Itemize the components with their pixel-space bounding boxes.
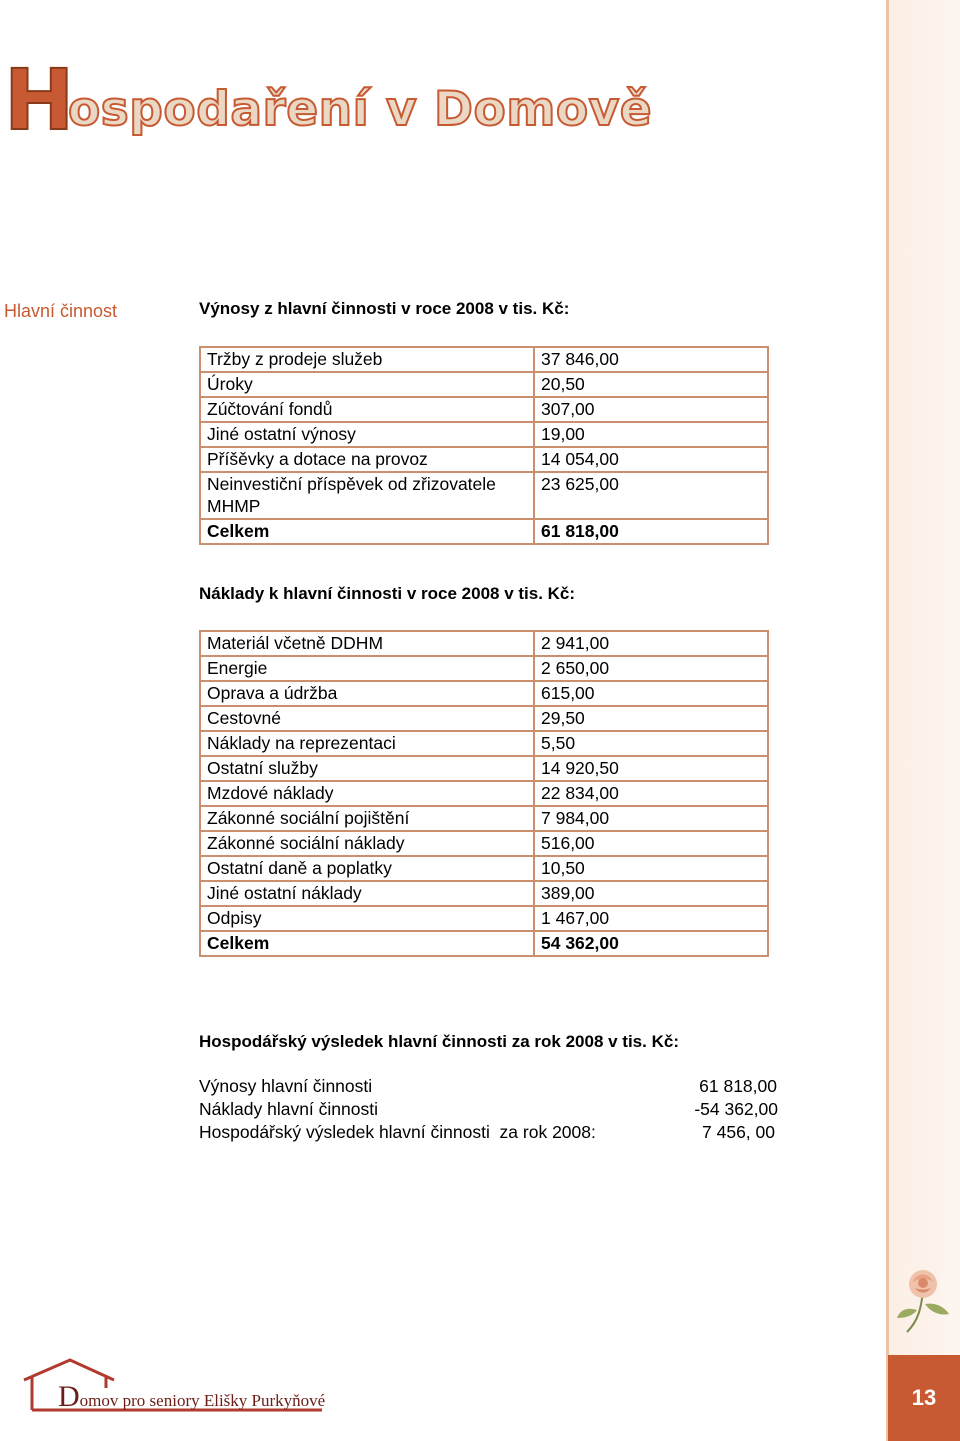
row-label: Jiné ostatní náklady (200, 881, 534, 906)
section-side-label: Hlavní činnost (4, 301, 118, 321)
row-value: 516,00 (534, 831, 768, 856)
table-row (200, 681, 768, 706)
row-label: Oprava a údržba (200, 681, 534, 706)
total-label: Celkem (200, 519, 534, 544)
table-row (200, 806, 768, 831)
table-row (200, 372, 768, 397)
row-label: Cestovné (200, 706, 534, 731)
row-label: Tržby z prodeje služeb (200, 347, 534, 372)
summary-value: 61 818,00 (699, 1076, 777, 1096)
table-row (200, 706, 768, 731)
table-row (200, 831, 768, 856)
table-total-row (200, 519, 768, 544)
table-row (200, 422, 768, 447)
table-row (200, 906, 768, 931)
page-title-initial: H (4, 51, 75, 149)
table-row (200, 472, 768, 519)
total-label: Celkem (200, 931, 534, 956)
result-summary (199, 1075, 799, 1144)
summary-row (199, 1075, 799, 1098)
table-row (200, 756, 768, 781)
row-value: 14 920,50 (534, 756, 768, 781)
table-row (200, 397, 768, 422)
table-row (200, 656, 768, 681)
row-label: Jiné ostatní výnosy (200, 422, 534, 447)
summary-row (199, 1098, 799, 1121)
row-value: 7 984,00 (534, 806, 768, 831)
table-row (200, 731, 768, 756)
summary-value: 7 456, 00 (702, 1122, 775, 1142)
revenues-table (199, 346, 769, 545)
organization-logo-text (58, 1380, 325, 1414)
row-value: 10,50 (534, 856, 768, 881)
rose-icon (893, 1262, 955, 1334)
row-label: Zákonné sociální pojištění (200, 806, 534, 831)
row-label: Ostatní služby (200, 756, 534, 781)
costs-heading: Náklady k hlavní činnosti v roce 2008 v tis. Kč: (199, 584, 576, 603)
logo-initial: D (58, 1380, 80, 1413)
summary-label: Náklady hlavní činnosti (199, 1099, 378, 1119)
row-label: Ostatní daně a poplatky (200, 856, 534, 881)
row-value: 389,00 (534, 881, 768, 906)
row-value: 37 846,00 (534, 347, 768, 372)
row-value: 1 467,00 (534, 906, 768, 931)
row-label: Náklady na reprezentaci (200, 731, 534, 756)
page-title-rest: ospodaření v Domově (68, 82, 653, 137)
page-number: 13 (888, 1355, 960, 1441)
row-value: 29,50 (534, 706, 768, 731)
table-row (200, 447, 768, 472)
table-row (200, 781, 768, 806)
table-row (200, 631, 768, 656)
revenues-heading: Výnosy z hlavní činnosti v roce 2008 v tis. Kč: (199, 299, 570, 318)
row-label: Neinvestiční příspěvek od zřizovatele MHMP (200, 472, 534, 519)
row-label: Mzdové náklady (200, 781, 534, 806)
result-heading: Hospodářský výsledek hlavní činnosti za rok 2008 v tis. Kč: (199, 1032, 679, 1051)
row-label: Zúčtování fondů (200, 397, 534, 422)
summary-label: Výnosy hlavní činnosti (199, 1076, 373, 1096)
row-value: 2 650,00 (534, 656, 768, 681)
row-label: Materiál včetně DDHM (200, 631, 534, 656)
row-value: 19,00 (534, 422, 768, 447)
table-row (200, 881, 768, 906)
row-value: 22 834,00 (534, 781, 768, 806)
row-value: 615,00 (534, 681, 768, 706)
table-row (200, 347, 768, 372)
row-label: Příšěvky a dotace na provoz (200, 447, 534, 472)
logo-name: omov pro seniory Elišky Purkyňové (79, 1391, 326, 1410)
row-label: Zákonné sociální náklady (200, 831, 534, 856)
table-row (200, 856, 768, 881)
row-value: 23 625,00 (534, 472, 768, 519)
total-value: 61 818,00 (534, 519, 768, 544)
summary-label: Hospodářský výsledek hlavní činnosti za rok 2008: (199, 1122, 596, 1142)
table-total-row (200, 931, 768, 956)
row-value: 20,50 (534, 372, 768, 397)
costs-table (199, 630, 769, 957)
row-value: 14 054,00 (534, 447, 768, 472)
row-label: Úroky (200, 372, 534, 397)
total-value: 54 362,00 (534, 931, 768, 956)
decorative-side-strip (886, 0, 960, 1441)
summary-row (199, 1121, 799, 1144)
row-label: Energie (200, 656, 534, 681)
row-value: 5,50 (534, 731, 768, 756)
row-label: Odpisy (200, 906, 534, 931)
summary-value: -54 362,00 (694, 1099, 778, 1119)
row-value: 307,00 (534, 397, 768, 422)
row-value: 2 941,00 (534, 631, 768, 656)
